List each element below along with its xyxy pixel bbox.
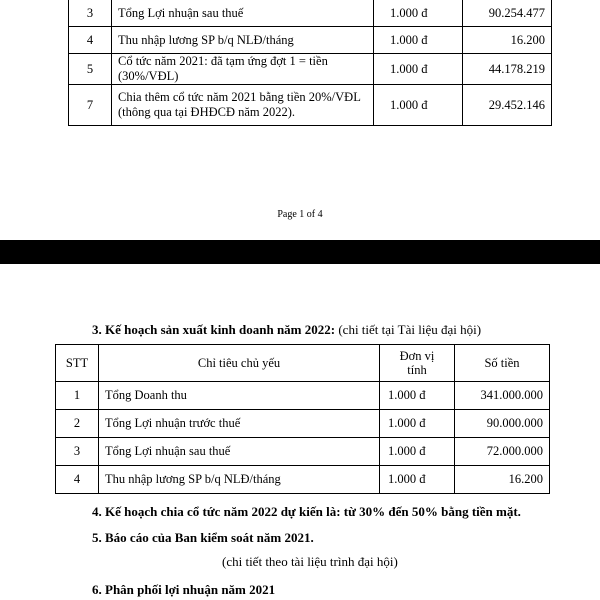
table-row (69, 54, 552, 85)
results-table (68, 0, 552, 126)
header-stt: STT (56, 345, 99, 382)
row-item-line2: (thông qua tại ĐHĐCĐ năm 2022). (118, 105, 296, 119)
row-unit: 1.000 đ (380, 466, 455, 494)
row-amount: 90.000.000 (455, 410, 550, 438)
row-item-line1: Chia thêm cổ tức năm 2021 bằng tiền 20%/VĐL (118, 90, 361, 104)
header-unit-line2: tính (407, 363, 427, 377)
row-item: Tổng Lợi nhuận sau thuế (112, 0, 374, 27)
table-row (56, 438, 550, 466)
row-amount: 44.178.219 (463, 54, 552, 85)
table-row (56, 410, 550, 438)
row-stt: 3 (56, 438, 99, 466)
row-unit: 1.000 đ (374, 27, 463, 54)
table-row (69, 0, 552, 27)
row-stt: 3 (69, 0, 112, 27)
section5-note: (chi tiết theo tài liệu trình đại hội) (222, 554, 398, 569)
row-item: Tổng Lợi nhuận trước thuế (99, 410, 380, 438)
table-row (69, 85, 552, 126)
row-amount: 29.452.146 (463, 85, 552, 126)
row-stt: 2 (56, 410, 99, 438)
row-amount: 90.254.477 (463, 0, 552, 27)
section3-note: (chi tiết tại Tài liệu đại hội) (335, 322, 482, 337)
row-unit: 1.000 đ (374, 0, 463, 27)
row-item: Cổ tức năm 2021: đã tạm ứng đợt 1 = tiền (30%/VĐL) (112, 54, 374, 85)
row-item: Tổng Doanh thu (99, 382, 380, 410)
row-stt: 4 (69, 27, 112, 54)
row-item: Thu nhập lương SP b/q NLĐ/tháng (99, 466, 380, 494)
header-unit-line1: Đơn vị (399, 349, 435, 363)
page-number: Page 1 of 4 (277, 209, 323, 220)
table-row (69, 27, 552, 54)
table-row (56, 466, 550, 494)
row-unit: 1.000 đ (380, 410, 455, 438)
row-unit: 1.000 đ (374, 85, 463, 126)
row-amount: 72.000.000 (455, 438, 550, 466)
header-amount: Số tiền (455, 345, 550, 382)
row-stt: 1 (56, 382, 99, 410)
row-unit: 1.000 đ (380, 382, 455, 410)
table-header-row (56, 345, 550, 382)
section4-heading: 4. Kế hoạch chia cổ tức năm 2022 dự kiến là: từ 30% đến 50% bằng tiền mặt. (92, 504, 521, 519)
document-page-2-top (0, 264, 600, 600)
row-amount: 16.200 (455, 466, 550, 494)
header-item: Chỉ tiêu chủ yếu (99, 345, 380, 382)
header-unit (380, 345, 455, 382)
row-unit: 1.000 đ (374, 54, 463, 85)
section5-heading: 5. Báo cáo của Ban kiểm soát năm 2021. (92, 530, 314, 545)
business-plan-table (55, 344, 550, 494)
row-stt: 5 (69, 54, 112, 85)
row-amount: 341.000.000 (455, 382, 550, 410)
page-separator (0, 240, 600, 264)
row-unit: 1.000 đ (380, 438, 455, 466)
section6-heading: 6. Phân phối lợi nhuận năm 2021 (92, 582, 276, 597)
row-stt: 7 (69, 85, 112, 126)
row-amount: 16.200 (463, 27, 552, 54)
document-page-1-bottom (0, 0, 600, 240)
row-item: Tổng Lợi nhuận sau thuế (99, 438, 380, 466)
row-item: Thu nhập lương SP b/q NLĐ/tháng (112, 27, 374, 54)
table-row (56, 382, 550, 410)
row-stt: 4 (56, 466, 99, 494)
section3-title: 3. Kế hoạch sản xuất kinh doanh năm 2022: (92, 322, 336, 337)
row-item (112, 85, 374, 126)
section3-heading (92, 322, 481, 338)
